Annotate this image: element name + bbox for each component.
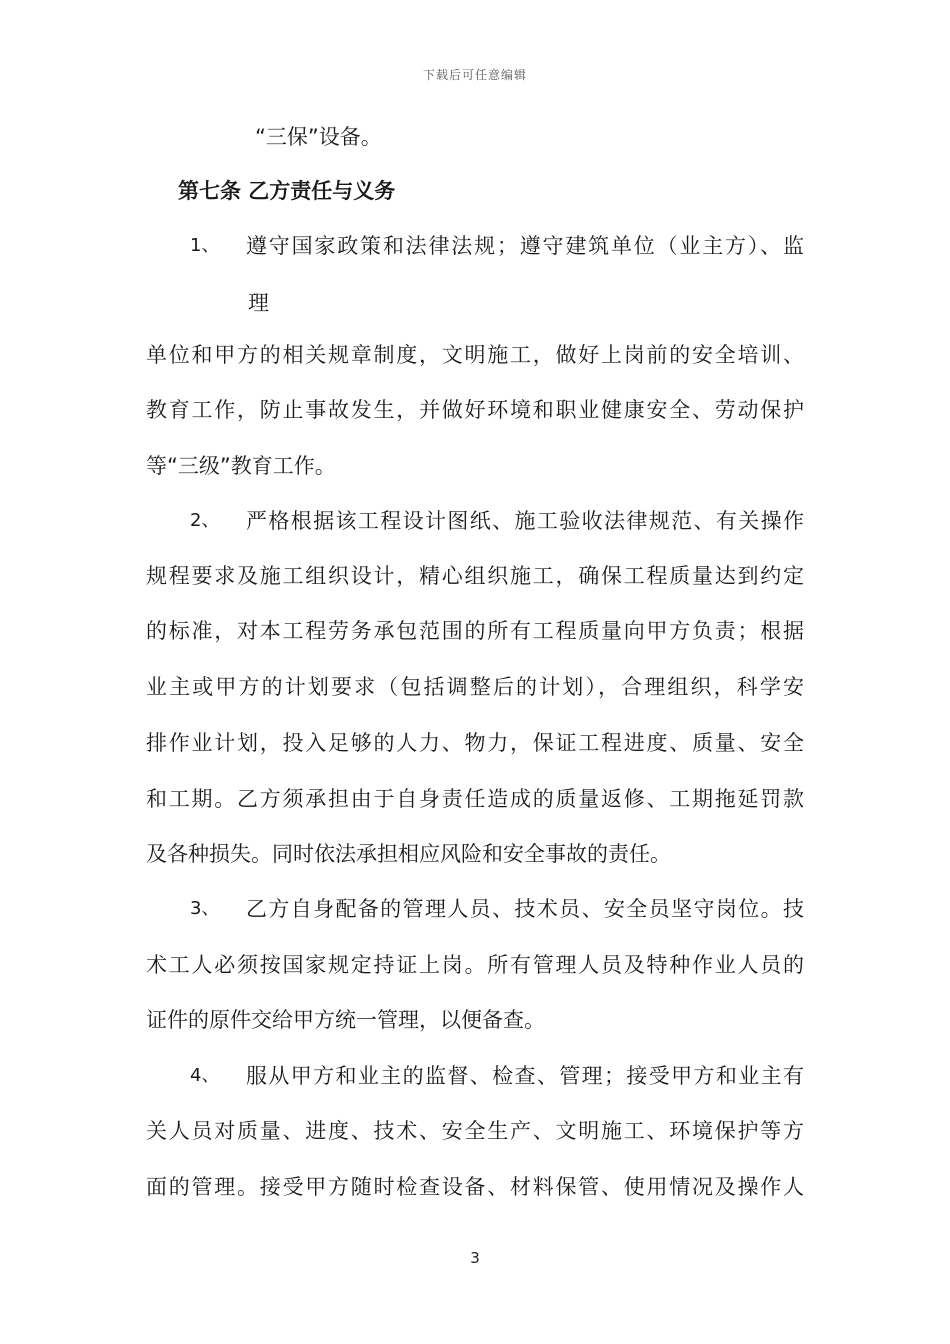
text-line: 和工期。乙方须承担由于自身责任造成的质量返修、工期拖延罚款 [146, 787, 804, 811]
text-line: 遵守国家政策和法律法规；遵守建筑单位（业主方）、监 [246, 234, 804, 258]
text-line: “三保”设备。 [255, 125, 382, 149]
text-line: 教育工作，防止事故发生，并做好环境和职业健康安全、劳动保护 [146, 398, 804, 422]
item-number: 4、 [190, 1065, 220, 1086]
text-line: 等“三级”教育工作。 [146, 454, 336, 478]
text-line: 术工人必须按国家规定持证上岗。所有管理人员及特种作业人员的 [146, 953, 804, 977]
item-number: 1、 [190, 235, 220, 256]
page-number: 3 [470, 1249, 480, 1267]
text-line: 严格根据该工程设计图纸、施工验收法律规范、有关操作 [246, 509, 804, 533]
item-number: 3、 [190, 898, 220, 919]
text-line: 规程要求及施工组织设计，精心组织施工，确保工程质量达到约定 [146, 564, 804, 588]
text-line: 理 [248, 291, 269, 315]
text-line: 面的管理。接受甲方随时检查设备、材料保管、使用情况及操作人 [146, 1175, 804, 1199]
item-number: 2、 [190, 510, 220, 531]
text-line: 排作业计划，投入足够的人力、物力，保证工程进度、质量、安全 [146, 731, 804, 755]
text-line: 业主或甲方的计划要求（包括调整后的计划），合理组织，科学安 [146, 675, 804, 699]
text-line: 服从甲方和业主的监督、检查、管理；接受甲方和业主有 [246, 1064, 804, 1088]
text-line: 单位和甲方的相关规章制度，文明施工，做好上岗前的安全培训、 [146, 343, 804, 367]
text-line: 的标准，对本工程劳务承包范围的所有工程质量向甲方负责；根据 [146, 619, 804, 643]
text-line: 关人员对质量、进度、技术、安全生产、文明施工、环境保护等方 [146, 1119, 804, 1143]
section-heading: 第七条 乙方责任与义务 [178, 179, 396, 203]
text-line: 乙方自身配备的管理人员、技术员、安全员坚守岗位。技 [246, 897, 804, 921]
page-header: 下载后可任意编辑 [422, 68, 527, 82]
text-line: 证件的原件交给甲方统一管理，以便备查。 [146, 1008, 545, 1032]
text-line: 及各种损失。同时依法承担相应风险和安全事故的责任。 [146, 842, 671, 866]
